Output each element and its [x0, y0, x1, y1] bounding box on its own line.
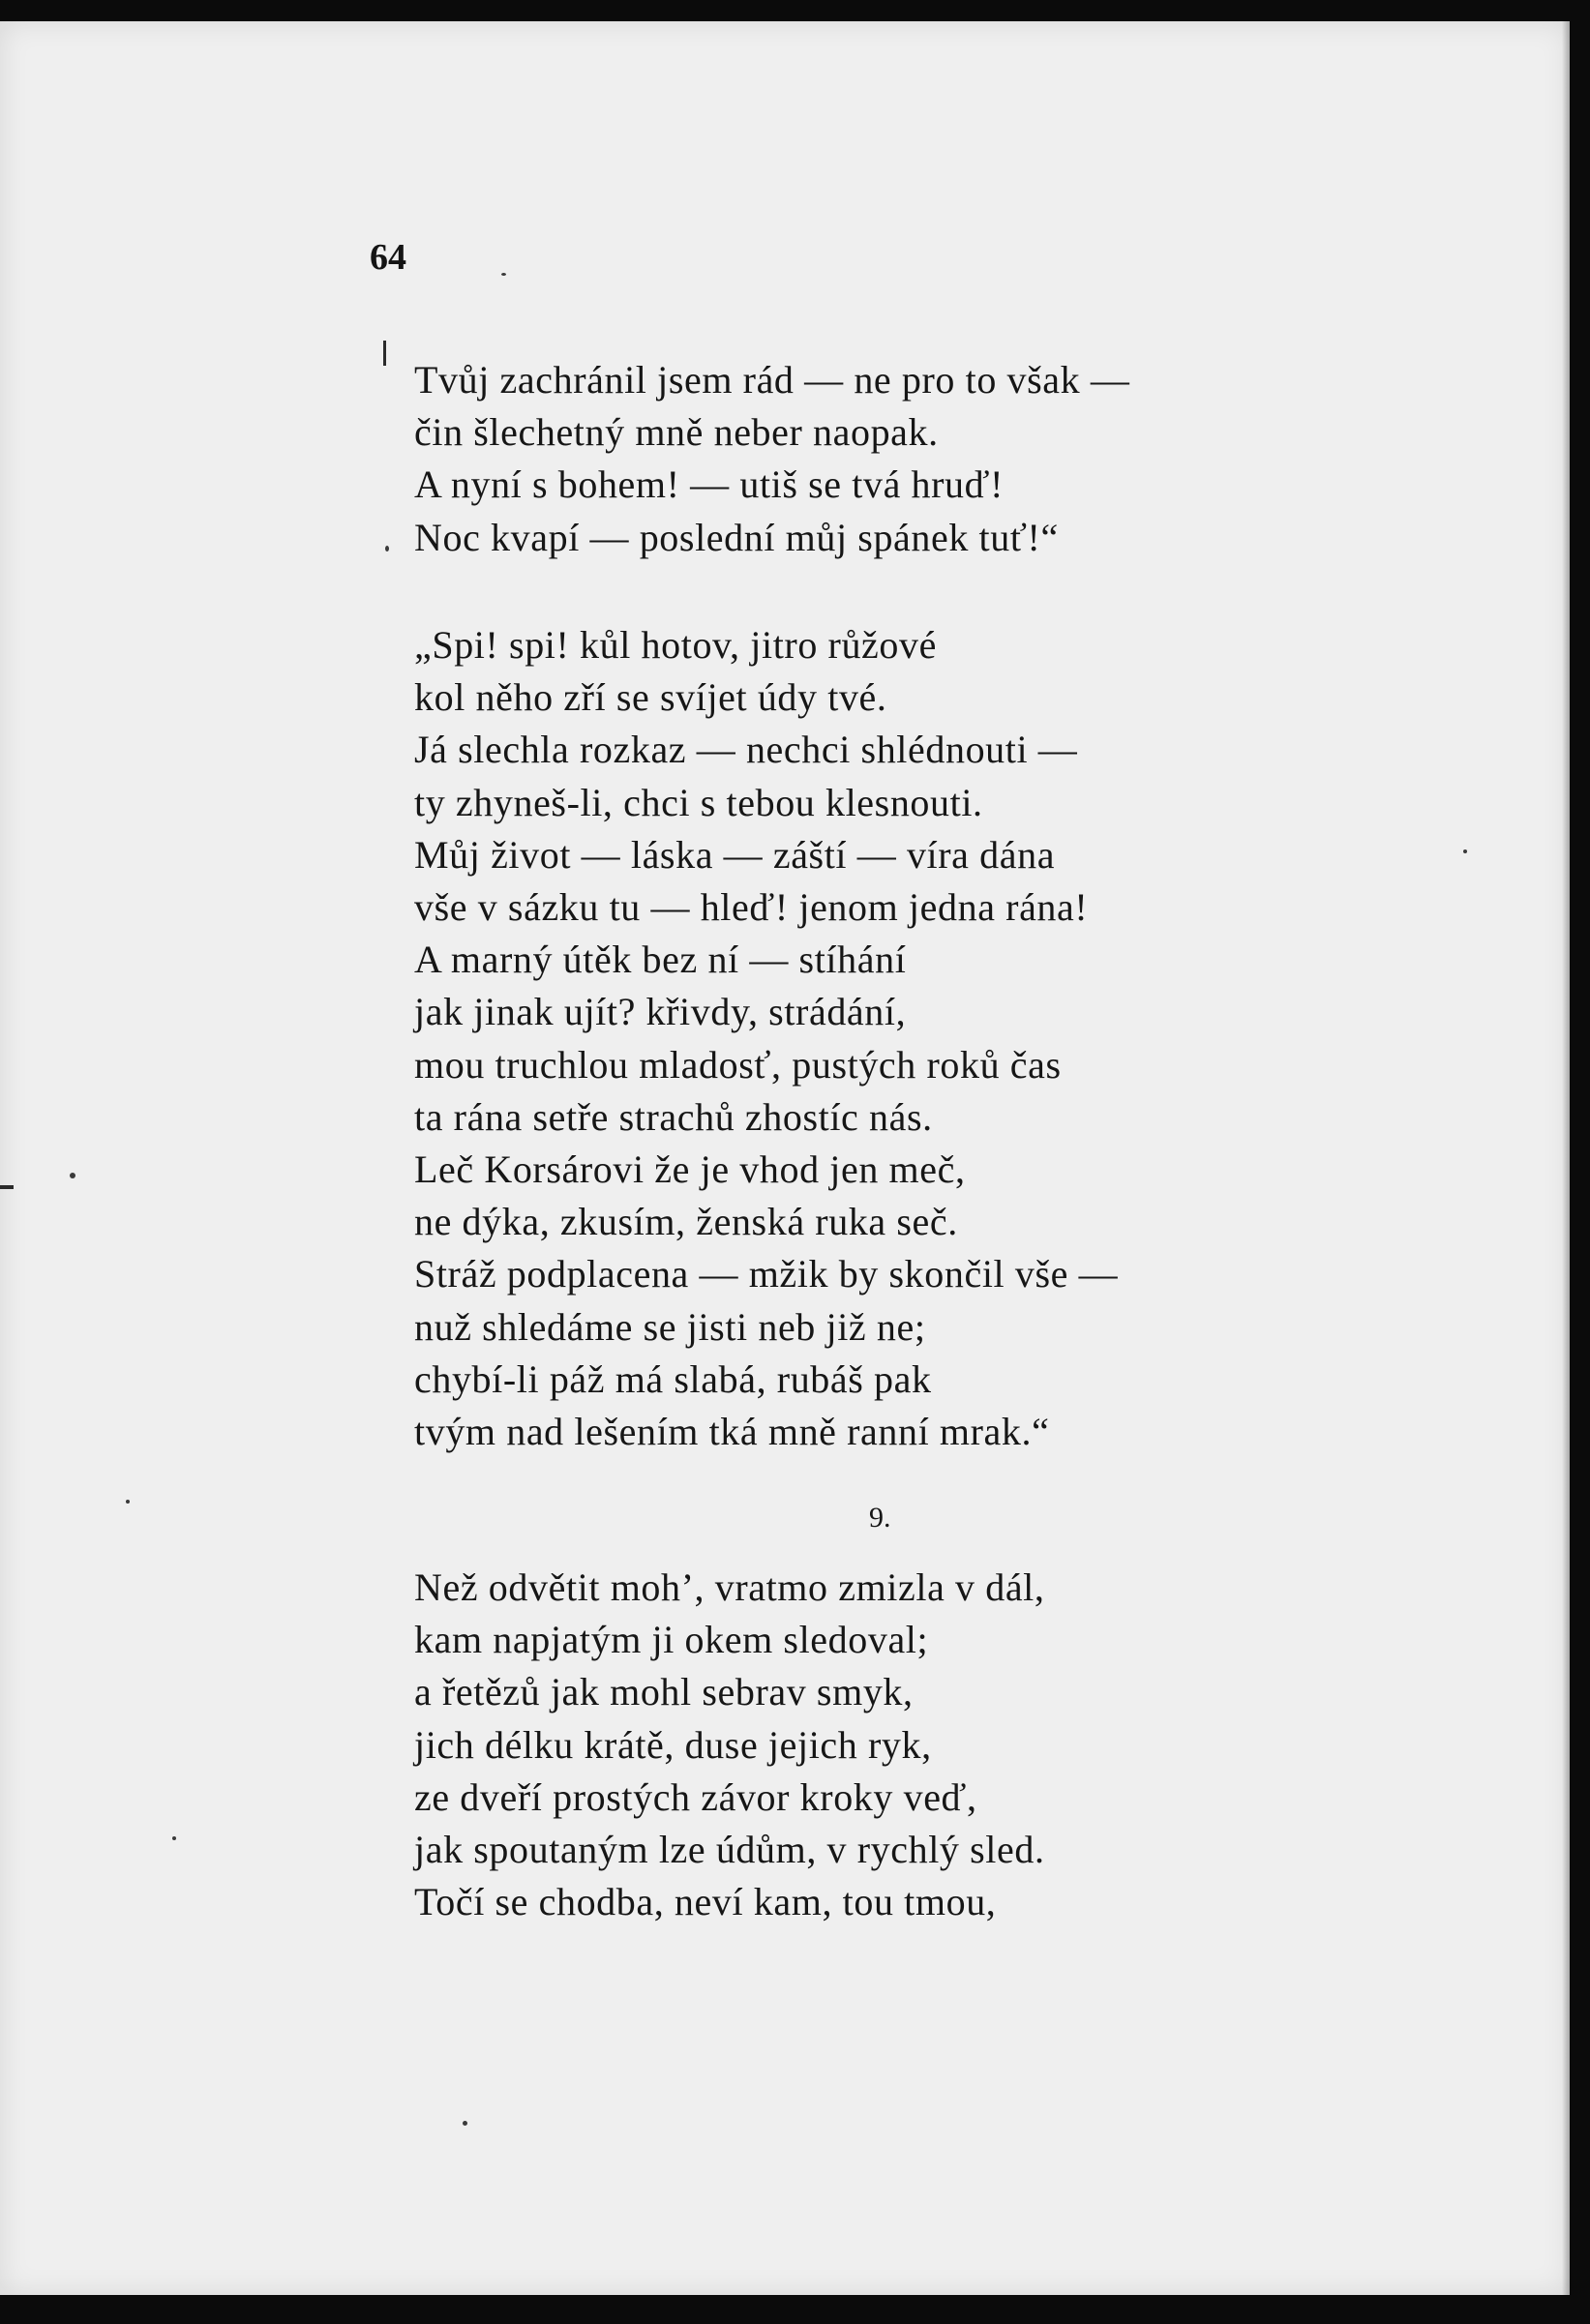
- verse-line: Můj život — láska — záští — víra dána: [414, 832, 1056, 877]
- verse-line: Točí se chodba, neví kam, tou tmou,: [414, 1880, 997, 1924]
- verse-line: chybí-li páž má slabá, rubáš pak: [414, 1356, 932, 1401]
- scan-speck: [172, 1836, 176, 1840]
- scan-speck: [70, 1173, 75, 1178]
- verse-line: jak spoutaným lze údům, v rychlý sled.: [414, 1828, 1045, 1872]
- verse-line: kol něho zří se svíjet údy tvé.: [414, 675, 887, 720]
- verse-line: ne dýka, zkusím, ženská ruka seč.: [414, 1200, 958, 1244]
- verse-line: Noc kvapí — poslední můj spánek tuť!“: [414, 515, 1059, 559]
- scan-mark: [383, 341, 386, 366]
- page-number: 64: [370, 237, 406, 278]
- section-number: 9.: [869, 1502, 891, 1534]
- stanza-2: [414, 619, 1118, 1458]
- verse-line: ty zhyneš-li, chci s tebou klesnouti.: [414, 780, 983, 824]
- verse-line: jich délku krátě, duse jejich ryk,: [414, 1722, 932, 1767]
- scan-mark: [0, 1185, 14, 1189]
- verse-line: tvým nad lešením tká mně ranní mrak.“: [414, 1410, 1050, 1454]
- verse-line: ze dveří prostých závor kroky veď,: [414, 1774, 977, 1819]
- scan-speck: [126, 1500, 130, 1504]
- verse-line: Leč Korsárovi že je vhod jen meč,: [414, 1147, 966, 1192]
- stanza-3: [414, 1562, 1045, 1928]
- verse-line: kam napjatým ji okem sledoval;: [414, 1618, 929, 1662]
- verse-line: jak jinak ujít? křivdy, strádání,: [414, 990, 907, 1034]
- verse-line: vše v sázku tu — hleď! jenom jedna rána!: [414, 885, 1089, 930]
- scan-speck: [501, 273, 506, 276]
- verse-line: nuž shledáme se jisti neb již ne;: [414, 1304, 926, 1349]
- verse-line: Než odvětit moh’, vratmo zmizla v dál,: [414, 1565, 1045, 1609]
- verse-line: Stráž podplacena — mžik by skončil vše —: [414, 1252, 1119, 1296]
- verse-line: Já slechla rozkaz — nechci shlédnouti —: [414, 728, 1078, 772]
- verse-line: a řetězů jak mohl sebrav smyk,: [414, 1670, 914, 1714]
- verse-line: ta rána setře strachů zhostíc nás.: [414, 1094, 933, 1139]
- scan-speck: [385, 546, 389, 551]
- verse-line: mou truchlou mladosť, pustých roků čas: [414, 1042, 1062, 1087]
- verse-line: A nyní s bohem! — utiš se tvá hruď!: [414, 462, 1005, 507]
- scan-speck: [463, 2121, 467, 2126]
- scan-speck: [1463, 849, 1467, 853]
- verse-line: Tvůj zachránil jsem rád — ne pro to však —: [414, 358, 1130, 402]
- verse-line: A marný útěk bez ní — stíhání: [414, 938, 907, 982]
- verse-line: čin šlechetný mně neber naopak.: [414, 410, 939, 455]
- page-edge-shadow: [1562, 21, 1570, 2295]
- book-page: [0, 21, 1570, 2295]
- verse-line: „Spi! spi! kůl hotov, jitro růžové: [414, 623, 937, 667]
- stanza-1: [414, 354, 1129, 564]
